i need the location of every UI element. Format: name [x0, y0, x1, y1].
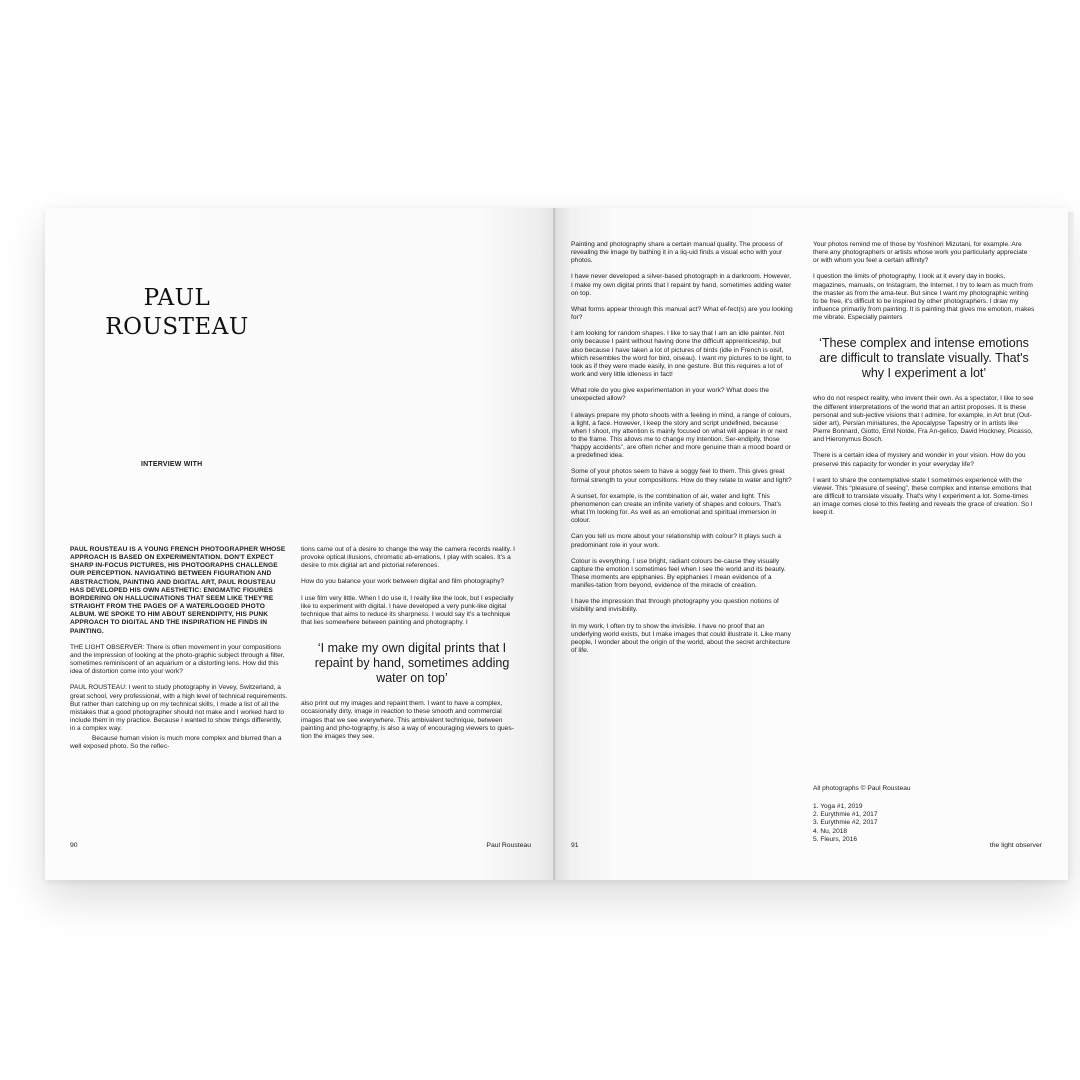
title-line-1: PAUL — [143, 285, 211, 311]
col2-paragraph-a: tions came out of a desire to change the way the camera records reality. I provoke optical illusions, chromatic ab-errations, I play with scales. It's a desire to mix digital art and pictorial references. — [301, 546, 515, 570]
answer-1: PAUL ROUSTEAU: I went to study photography in Vevey, Switzerland, a great school, very professional, with a high level of technical requirements. But rather than catching up on my technical skills, I made a list of all the mistakes that a good photographer should not make and I worked hard to include them in my practice. Because I wanted to show things differently, in a complex way. — [70, 684, 288, 733]
right-page — [555, 208, 1068, 880]
rc1-paragraph-11: I have the impression that through photography you question notions of visibility and invisibility. — [571, 598, 779, 614]
page-number-right: 91 — [571, 842, 579, 849]
rc1-paragraph-2: I have never developed a silver-based photograph in a darkroom. However, I make my own digital prints that I repaint by hand, sometimes adding water on top. — [571, 273, 792, 297]
left-page — [45, 208, 555, 880]
running-head-left: Paul Rousteau — [486, 842, 531, 849]
rc2-paragraph-3: who do not respect reality, who invent their own. As a spectator, I like to see the different interpretations of the world that an artist proposes. It is these personal and sub-jective visions that I admire, for example, in Art brut (Out-sider art), Persian miniatures, the Apocalypse Tapestry or in artists like Pierre Bonnard, Giotto, Emil Nolde, Fra An-gelico, David Hockney, Picasso, and Hieronymus Bosch. — [813, 395, 1034, 444]
photo-credits — [813, 785, 1013, 844]
magazine-spread — [45, 208, 1068, 880]
article-title — [97, 284, 257, 342]
rc1-paragraph-7: Some of your photos seem to have a soggy feel to them. This gives great formal strength to your compositions. How do they relate to water and light? — [571, 468, 792, 484]
pull-quote-left: ‘I make my own digital prints that I repaint by hand, sometimes adding water on top’ — [314, 641, 510, 686]
caption-item: 5. Fleurs, 2016 — [813, 835, 857, 843]
rc2-paragraph-2: I question the limits of photography, I look at it every day in books, magazines, manuals, on Instagram, the Internet. I try to learn as much from the master as from the ama-teur. But since I want my photographic writing to be free, it's difficult to be inspired by other photographers. I draw my influence primarily from painting. It is painting that gives me emotion, makes me vibrate. Especially painters — [813, 273, 1035, 322]
right-column-1 — [571, 241, 793, 663]
caption-item: 4. Nu, 2018 — [813, 827, 848, 835]
answer-1-continued: Because human vision is much more complex and blurred than a well exposed photo. So the reflec- — [70, 735, 282, 751]
title-line-2: ROUSTEAU — [105, 314, 249, 340]
rc1-paragraph-9: Can you tell us more about your relationship with colour? It plays such a predominant role in your work. — [571, 533, 782, 549]
col2-paragraph-b: I use film very little. When I do use it, I really like the look, but I especially like to experiment with digital. I have developed a very punk-like digital technique that aims to reduce its sharpness. I would say it's a technique that lies somewhere between painting and photography. I — [301, 594, 514, 627]
rc1-paragraph-10: Colour is everything. I use bright, radiant colours be-cause they visually capture the emotion I sometimes feel when I see the world and its beauty. These moments are epiphanies. By epiphanies I mean evidence of a manifes-tation from beyond, evidence of the miracle of creation. — [571, 557, 786, 590]
caption-item: 2. Eurythmie #1, 2017 — [813, 811, 878, 819]
page-edge — [1068, 212, 1074, 876]
intro-paragraph: PAUL ROUSTEAU IS A YOUNG FRENCH PHOTOGRAPHER WHOSE APPROACH IS BASED ON EXPERIMENTATION. DON'T EXPECT SHARP IN-FOCUS PICTURES, HIS PHOTOGRAPHS CHALLENGE OUR PERCEPTION. NAVIGATING BETWEEN FIGURATION AND ABSTRACTION, PAINTING AND DIGITAL ART, PAUL ROUSTEAU HAS DEVELOPED HIS OWN AESTHETIC: ENIGMATIC FIGURES BORDERING ON HALLUCINATIONS THAT SEEM LIKE THEY'RE STRAIGHT FROM THE PAGES OF A WATERLOGGED PHOTO ALBUM. WE SPOKE TO HIM ABOUT SERENDIPITY, HIS PUNK APPROACH TO DIGITAL AND THE INSPIRATION HE FINDS IN PAINTING. — [70, 546, 286, 635]
question-1: THE LIGHT OBSERVER: There is often movement in your compositions and the impression of looking at the photo-graphic subject through a filter, sometimes reminiscent of an aquarium or a distorting lens. How did this idea of distortion come into your work? — [70, 643, 285, 676]
right-column-2 — [813, 241, 1035, 525]
col2-question: How do you balance your work between digital and film photography? — [301, 578, 505, 586]
left-column-1 — [70, 546, 288, 752]
rc2-paragraph-4: There is a certain idea of mystery and wonder in your vision. How do you preserve this capacity for wonder in your everyday life? — [813, 452, 1026, 468]
pull-quote-right: ‘These complex and intense emotions are difficult to translate visually. That's why I experiment a lot’ — [819, 336, 1029, 381]
caption-item: 1. Yoga #1, 2019 — [813, 803, 863, 811]
rc1-paragraph-12: In my work, I often try to show the invisible. I have no proof that an underlying world exists, but I make images that could illustrate it. Like many people, I wonder about the origin of the world, about the secret architecture of life. — [571, 622, 791, 655]
credits-line: All photographs © Paul Rousteau — [813, 785, 911, 792]
page-number-left: 90 — [70, 842, 78, 849]
rc1-paragraph-3: What forms appear through this manual act? What ef-fect(s) are you looking for? — [571, 305, 793, 322]
rc1-paragraph-6: I always prepare my photo shoots with a feeling in mind, a range of colours, a light, a face. However, I keep the story and script undefined, because when I shoot, my attention is mainly focused on what will appear in or next to the frame. This allows me to change my intention. Ser-endipity, those “happy accidents”, are often richer and more genuine than a mood board or a predefined idea. — [571, 411, 792, 460]
rc1-paragraph-8: A sunset, for example, is the combination of air, water and light. This phenomenon can create an infinite variety of shapes and colours. That's what I'm looking for. As well as an emotional and spiritual immersion in colour. — [571, 492, 782, 525]
left-column-2 — [301, 546, 523, 749]
rc2-paragraph-1: Your photos remind me of those by Yoshinori Mizutani, for example. Are there any photographers or artists whose work you particularly appreciate or with whom you feel a certain affinity? — [813, 241, 1028, 265]
col2-paragraph-c: also print out my images and repaint them. I want to have a complex, occasionally dirty, image in reaction to these smooth and commercial images that we see everywhere. This ambivalent technique, between painting and pho-tography, is also a way of encouraging viewers to ques-tion the images they see. — [301, 700, 514, 740]
caption-item: 3. Eurythmie #2, 2017 — [813, 819, 878, 827]
rc2-paragraph-5: I want to share the contemplative state I sometimes experience with the viewer. This “pleasure of seeing”, these complex and intense emotions that are difficult to translate visually. That's why I experiment a lot. Some-times an image comes close to this feeling and reveals the grace of creation. So I keep it. — [813, 476, 1033, 517]
rc1-paragraph-5: What role do you give experimentation in your work? What does the unexpected allow? — [571, 387, 769, 403]
running-head-right: the light observer — [989, 842, 1042, 849]
rc1-paragraph-1: Painting and photography share a certain manual quality. The process of revealing the image by bathing it in a liq-uid finds a visual echo with your photos. — [571, 241, 783, 265]
rc1-paragraph-4: I am looking for random shapes. I like to say that I am an idle painter. Not only because I paint without having done the difficult apprenticeship, but also because I have taken a lot of pictures of birds (idle in French is oisif, which resembles the word for bird, oiseau). I want my pictures to be light, to look as if they were made easily, in one gesture. But this requires a lot of work and very little idleness in fact! — [571, 330, 792, 379]
kicker: INTERVIEW WITH — [141, 461, 203, 468]
